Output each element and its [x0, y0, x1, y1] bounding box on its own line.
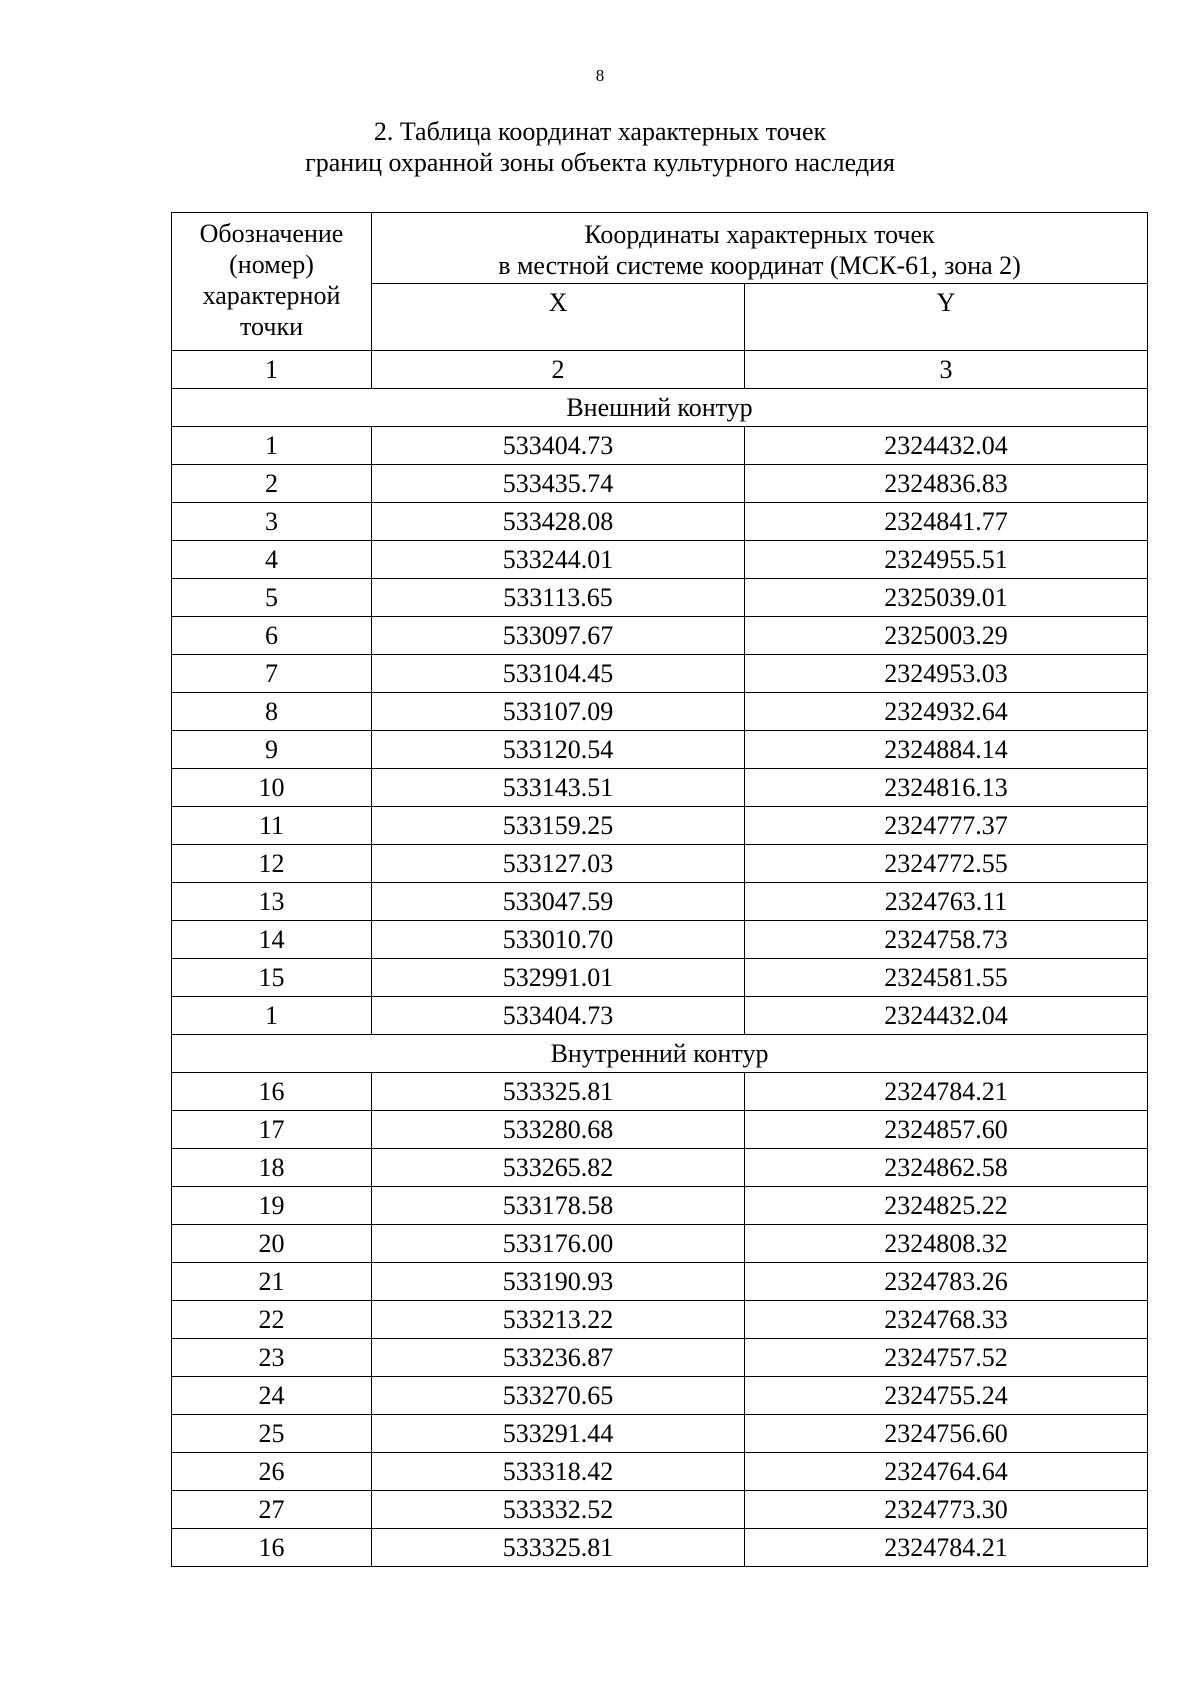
point-number-cell: 17 [172, 1111, 372, 1149]
x-coordinate-cell: 533291.44 [372, 1415, 745, 1453]
x-coordinate-cell: 533244.01 [372, 541, 745, 579]
table-row [172, 921, 1148, 959]
y-coordinate-cell: 2324763.11 [745, 883, 1148, 921]
x-coordinate-cell: 533270.65 [372, 1377, 745, 1415]
x-coordinate-cell: 533159.25 [372, 807, 745, 845]
section-title: Внешний контур [172, 389, 1148, 427]
title-line-2: границ охранной зоны объекта культурного наследия [305, 148, 895, 177]
table-row [172, 845, 1148, 883]
point-number-cell: 8 [172, 693, 372, 731]
y-coordinate-cell: 2325039.01 [745, 579, 1148, 617]
y-coordinate-cell: 2324784.21 [745, 1529, 1148, 1567]
table-row [172, 541, 1148, 579]
x-coordinate-cell: 533190.93 [372, 1263, 745, 1301]
point-number-cell: 16 [172, 1529, 372, 1567]
point-number-cell: 5 [172, 579, 372, 617]
point-number-cell: 9 [172, 731, 372, 769]
y-coordinate-cell: 2324816.13 [745, 769, 1148, 807]
y-coordinate-cell: 2324808.32 [745, 1225, 1148, 1263]
point-number-cell: 15 [172, 959, 372, 997]
x-coordinate-cell: 533097.67 [372, 617, 745, 655]
table-row [172, 617, 1148, 655]
table-row [172, 427, 1148, 465]
point-number-cell: 2 [172, 465, 372, 503]
table-row [172, 1529, 1148, 1567]
point-number-cell: 6 [172, 617, 372, 655]
point-number-cell: 25 [172, 1415, 372, 1453]
x-coordinate-cell: 533404.73 [372, 997, 745, 1035]
table-row [172, 1187, 1148, 1225]
table-row [172, 693, 1148, 731]
x-coordinate-cell: 533332.52 [372, 1491, 745, 1529]
x-coordinate-cell: 533178.58 [372, 1187, 745, 1225]
header-y: Y [745, 284, 1148, 351]
y-coordinate-cell: 2324825.22 [745, 1187, 1148, 1225]
y-coordinate-cell: 2324841.77 [745, 503, 1148, 541]
table-row [172, 997, 1148, 1035]
y-coordinate-cell: 2324777.37 [745, 807, 1148, 845]
y-coordinate-cell: 2324756.60 [745, 1415, 1148, 1453]
y-coordinate-cell: 2324955.51 [745, 541, 1148, 579]
point-number-cell: 11 [172, 807, 372, 845]
table-row [172, 1339, 1148, 1377]
x-coordinate-cell: 533143.51 [372, 769, 745, 807]
table-row [172, 1225, 1148, 1263]
x-coordinate-cell: 533104.45 [372, 655, 745, 693]
point-number-cell: 27 [172, 1491, 372, 1529]
table-row [172, 883, 1148, 921]
x-coordinate-cell: 533127.03 [372, 845, 745, 883]
table-row [172, 1301, 1148, 1339]
section-row [172, 1035, 1148, 1073]
column-number-3: 3 [745, 351, 1148, 389]
document-title [0, 116, 1200, 178]
column-numbers-row [172, 351, 1148, 389]
header-coordinates-line-1: Координаты характерных точек [584, 220, 935, 249]
table-row [172, 503, 1148, 541]
x-coordinate-cell: 533325.81 [372, 1529, 745, 1567]
point-number-cell: 7 [172, 655, 372, 693]
y-coordinate-cell: 2324784.21 [745, 1073, 1148, 1111]
page-number: 8 [595, 66, 605, 85]
table-row [172, 1415, 1148, 1453]
title-line-1: 2. Таблица координат характерных точек [373, 117, 827, 146]
column-number-1: 1 [172, 351, 372, 389]
header-point-designation: Обозначение (номер) характерной точки [172, 213, 372, 351]
y-coordinate-cell: 2324884.14 [745, 731, 1148, 769]
table-row [172, 655, 1148, 693]
table-row [172, 807, 1148, 845]
point-number-cell: 3 [172, 503, 372, 541]
x-coordinate-cell: 532991.01 [372, 959, 745, 997]
x-coordinate-cell: 533404.73 [372, 427, 745, 465]
table-row [172, 1491, 1148, 1529]
x-coordinate-cell: 533428.08 [372, 503, 745, 541]
column-number-2: 2 [372, 351, 745, 389]
point-number-cell: 26 [172, 1453, 372, 1491]
header-coordinates-line-2: в местной системе координат (МСК-61, зона 2) [498, 251, 1021, 280]
section-title: Внутренний контур [172, 1035, 1148, 1073]
x-coordinate-cell: 533435.74 [372, 465, 745, 503]
y-coordinate-cell: 2324581.55 [745, 959, 1148, 997]
x-coordinate-cell: 533325.81 [372, 1073, 745, 1111]
y-coordinate-cell: 2324432.04 [745, 427, 1148, 465]
point-number-cell: 16 [172, 1073, 372, 1111]
point-number-cell: 13 [172, 883, 372, 921]
point-number-cell: 18 [172, 1149, 372, 1187]
y-coordinate-cell: 2324836.83 [745, 465, 1148, 503]
y-coordinate-cell: 2324764.64 [745, 1453, 1148, 1491]
point-number-cell: 1 [172, 427, 372, 465]
y-coordinate-cell: 2324755.24 [745, 1377, 1148, 1415]
y-coordinate-cell: 2324772.55 [745, 845, 1148, 883]
header-x: X [372, 284, 745, 351]
point-number-cell: 10 [172, 769, 372, 807]
table-row [172, 1073, 1148, 1111]
point-number-cell: 20 [172, 1225, 372, 1263]
y-coordinate-cell: 2324953.03 [745, 655, 1148, 693]
x-coordinate-cell: 533265.82 [372, 1149, 745, 1187]
y-coordinate-cell: 2324773.30 [745, 1491, 1148, 1529]
table-row [172, 1377, 1148, 1415]
table-row [172, 769, 1148, 807]
point-number-cell: 24 [172, 1377, 372, 1415]
coordinates-table [171, 212, 1148, 1567]
table-row [172, 1453, 1148, 1491]
x-coordinate-cell: 533280.68 [372, 1111, 745, 1149]
point-number-cell: 21 [172, 1263, 372, 1301]
x-coordinate-cell: 533213.22 [372, 1301, 745, 1339]
point-number-cell: 12 [172, 845, 372, 883]
y-coordinate-cell: 2324432.04 [745, 997, 1148, 1035]
x-coordinate-cell: 533318.42 [372, 1453, 745, 1491]
x-coordinate-cell: 533120.54 [372, 731, 745, 769]
x-coordinate-cell: 533107.09 [372, 693, 745, 731]
y-coordinate-cell: 2325003.29 [745, 617, 1148, 655]
x-coordinate-cell: 533176.00 [372, 1225, 745, 1263]
point-number-cell: 4 [172, 541, 372, 579]
y-coordinate-cell: 2324757.52 [745, 1339, 1148, 1377]
header-coordinates-group [372, 213, 1148, 284]
x-coordinate-cell: 533236.87 [372, 1339, 745, 1377]
y-coordinate-cell: 2324768.33 [745, 1301, 1148, 1339]
table-header-row [172, 213, 1148, 284]
section-row [172, 389, 1148, 427]
y-coordinate-cell: 2324932.64 [745, 693, 1148, 731]
x-coordinate-cell: 533047.59 [372, 883, 745, 921]
y-coordinate-cell: 2324783.26 [745, 1263, 1148, 1301]
y-coordinate-cell: 2324758.73 [745, 921, 1148, 959]
x-coordinate-cell: 533113.65 [372, 579, 745, 617]
x-coordinate-cell: 533010.70 [372, 921, 745, 959]
point-number-cell: 23 [172, 1339, 372, 1377]
y-coordinate-cell: 2324862.58 [745, 1149, 1148, 1187]
table-row [172, 1111, 1148, 1149]
point-number-cell: 22 [172, 1301, 372, 1339]
table-row [172, 1263, 1148, 1301]
table-row [172, 1149, 1148, 1187]
point-number-cell: 14 [172, 921, 372, 959]
table-row [172, 959, 1148, 997]
table-row [172, 731, 1148, 769]
y-coordinate-cell: 2324857.60 [745, 1111, 1148, 1149]
point-number-cell: 1 [172, 997, 372, 1035]
point-number-cell: 19 [172, 1187, 372, 1225]
table-row [172, 465, 1148, 503]
table-row [172, 579, 1148, 617]
